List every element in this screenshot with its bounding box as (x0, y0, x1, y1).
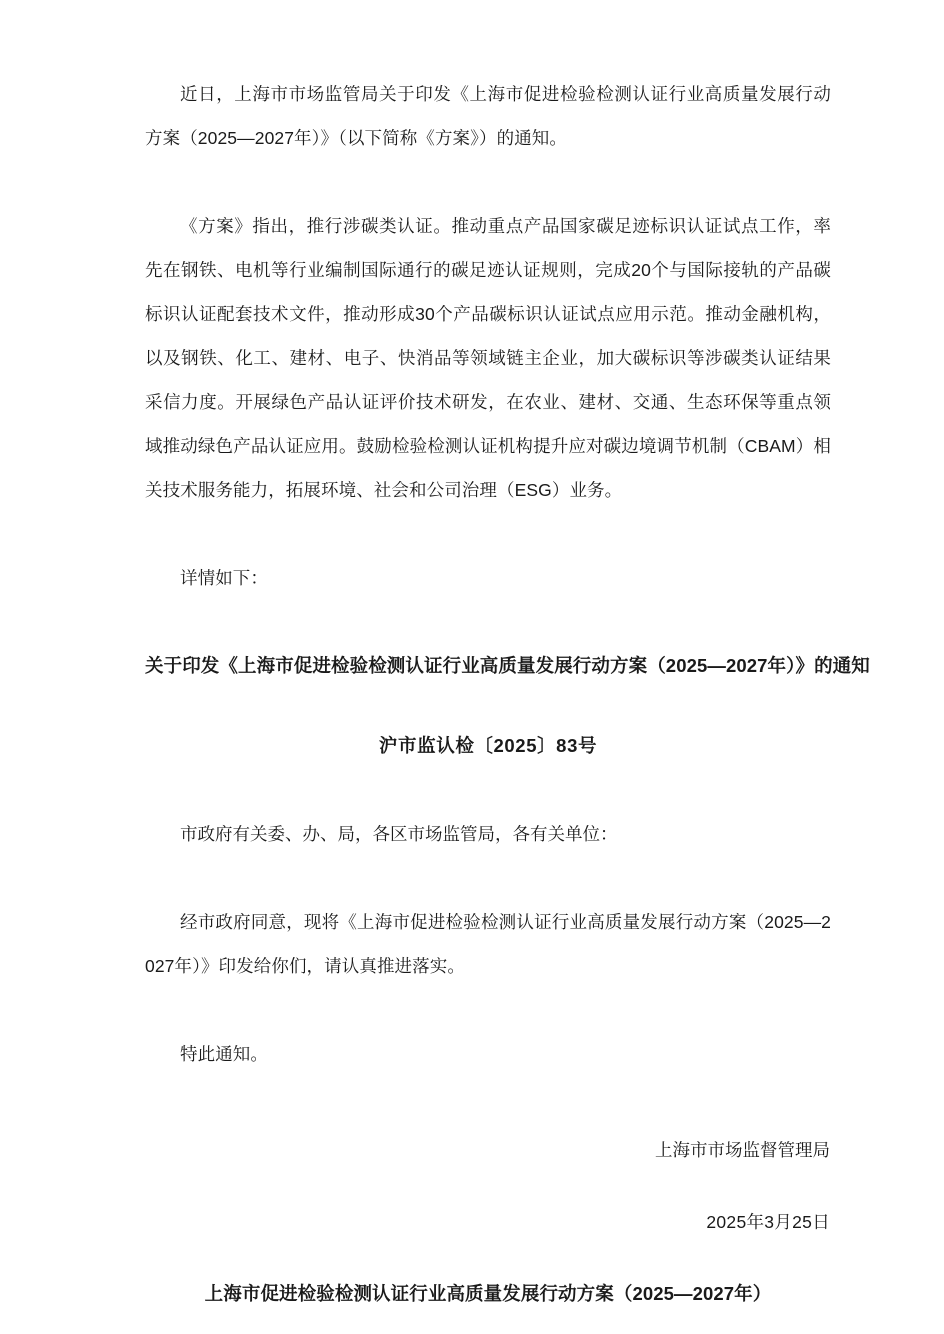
recipient-line: 市政府有关委、办、局，各区市场监管局，各有关单位： (180, 824, 618, 844)
spacer-before-body (145, 856, 831, 900)
spacer-before-notice-title (145, 600, 831, 644)
spacer-before-doc-number (145, 688, 831, 724)
signature-date: 2025年3月25日 (706, 1212, 830, 1232)
spacer-after-summary (145, 512, 831, 556)
signature-block (145, 1128, 831, 1244)
document-number: 沪市监认检〔2025〕83号 (378, 735, 598, 756)
spacer-before-closing (145, 988, 831, 1032)
spacer-between-signature-and-date (145, 1172, 831, 1200)
spacer-before-signature (145, 1076, 831, 1128)
signature-organization: 上海市市场监督管理局 (655, 1140, 830, 1160)
body-paragraph: 经市政府同意，现将《上海市促进检验检测认证行业高质量发展行动方案（2025—2027年）》印发给你们，请认真推进落实。 (145, 912, 831, 976)
spacer-before-recipient (145, 768, 831, 812)
spacer-after-intro (145, 160, 831, 204)
details-lead-text: 详情如下： (180, 568, 268, 588)
notice-title: 关于印发《上海市促进检验检测认证行业高质量发展行动方案（2025—2027年）》的通知 (145, 655, 870, 676)
closing-line: 特此通知。 (180, 1044, 268, 1064)
intro-paragraph: 近日，上海市市场监管局关于印发《上海市促进检验检测认证行业高质量发展行动方案（2025—2027年）》（以下简称《方案》）的通知。 (145, 84, 831, 148)
plan-title: 上海市促进检验检测认证行业高质量发展行动方案（2025—2027年） (204, 1283, 772, 1304)
top-spacer (145, 0, 831, 72)
document-content (145, 0, 870, 1316)
summary-paragraph: 《方案》指出，推行涉碳类认证。推动重点产品国家碳足迹标识认证试点工作，率先在钢铁、电机等行业编制国际通行的碳足迹认证规则，完成20个与国际接轨的产品碳标识认证配套技术文件，推动形成30个产品碳标识认证试点应用示范。推动金融机构，以及钢铁、化工、建材、电子、快消品等领域链主企业，加大碳标识等涉碳类认证结果采信力度。开展绿色产品认证评价技术研发，在农业、建材、交通、生态环保等重点领域推动绿色产品认证应用。鼓励检验检测认证机构提升应对碳边境调节机制（CBAM）相关技术服务能力，拓展环境、社会和公司治理（ESG）业务。 (145, 216, 831, 500)
spacer-before-plan-title (145, 1244, 831, 1272)
